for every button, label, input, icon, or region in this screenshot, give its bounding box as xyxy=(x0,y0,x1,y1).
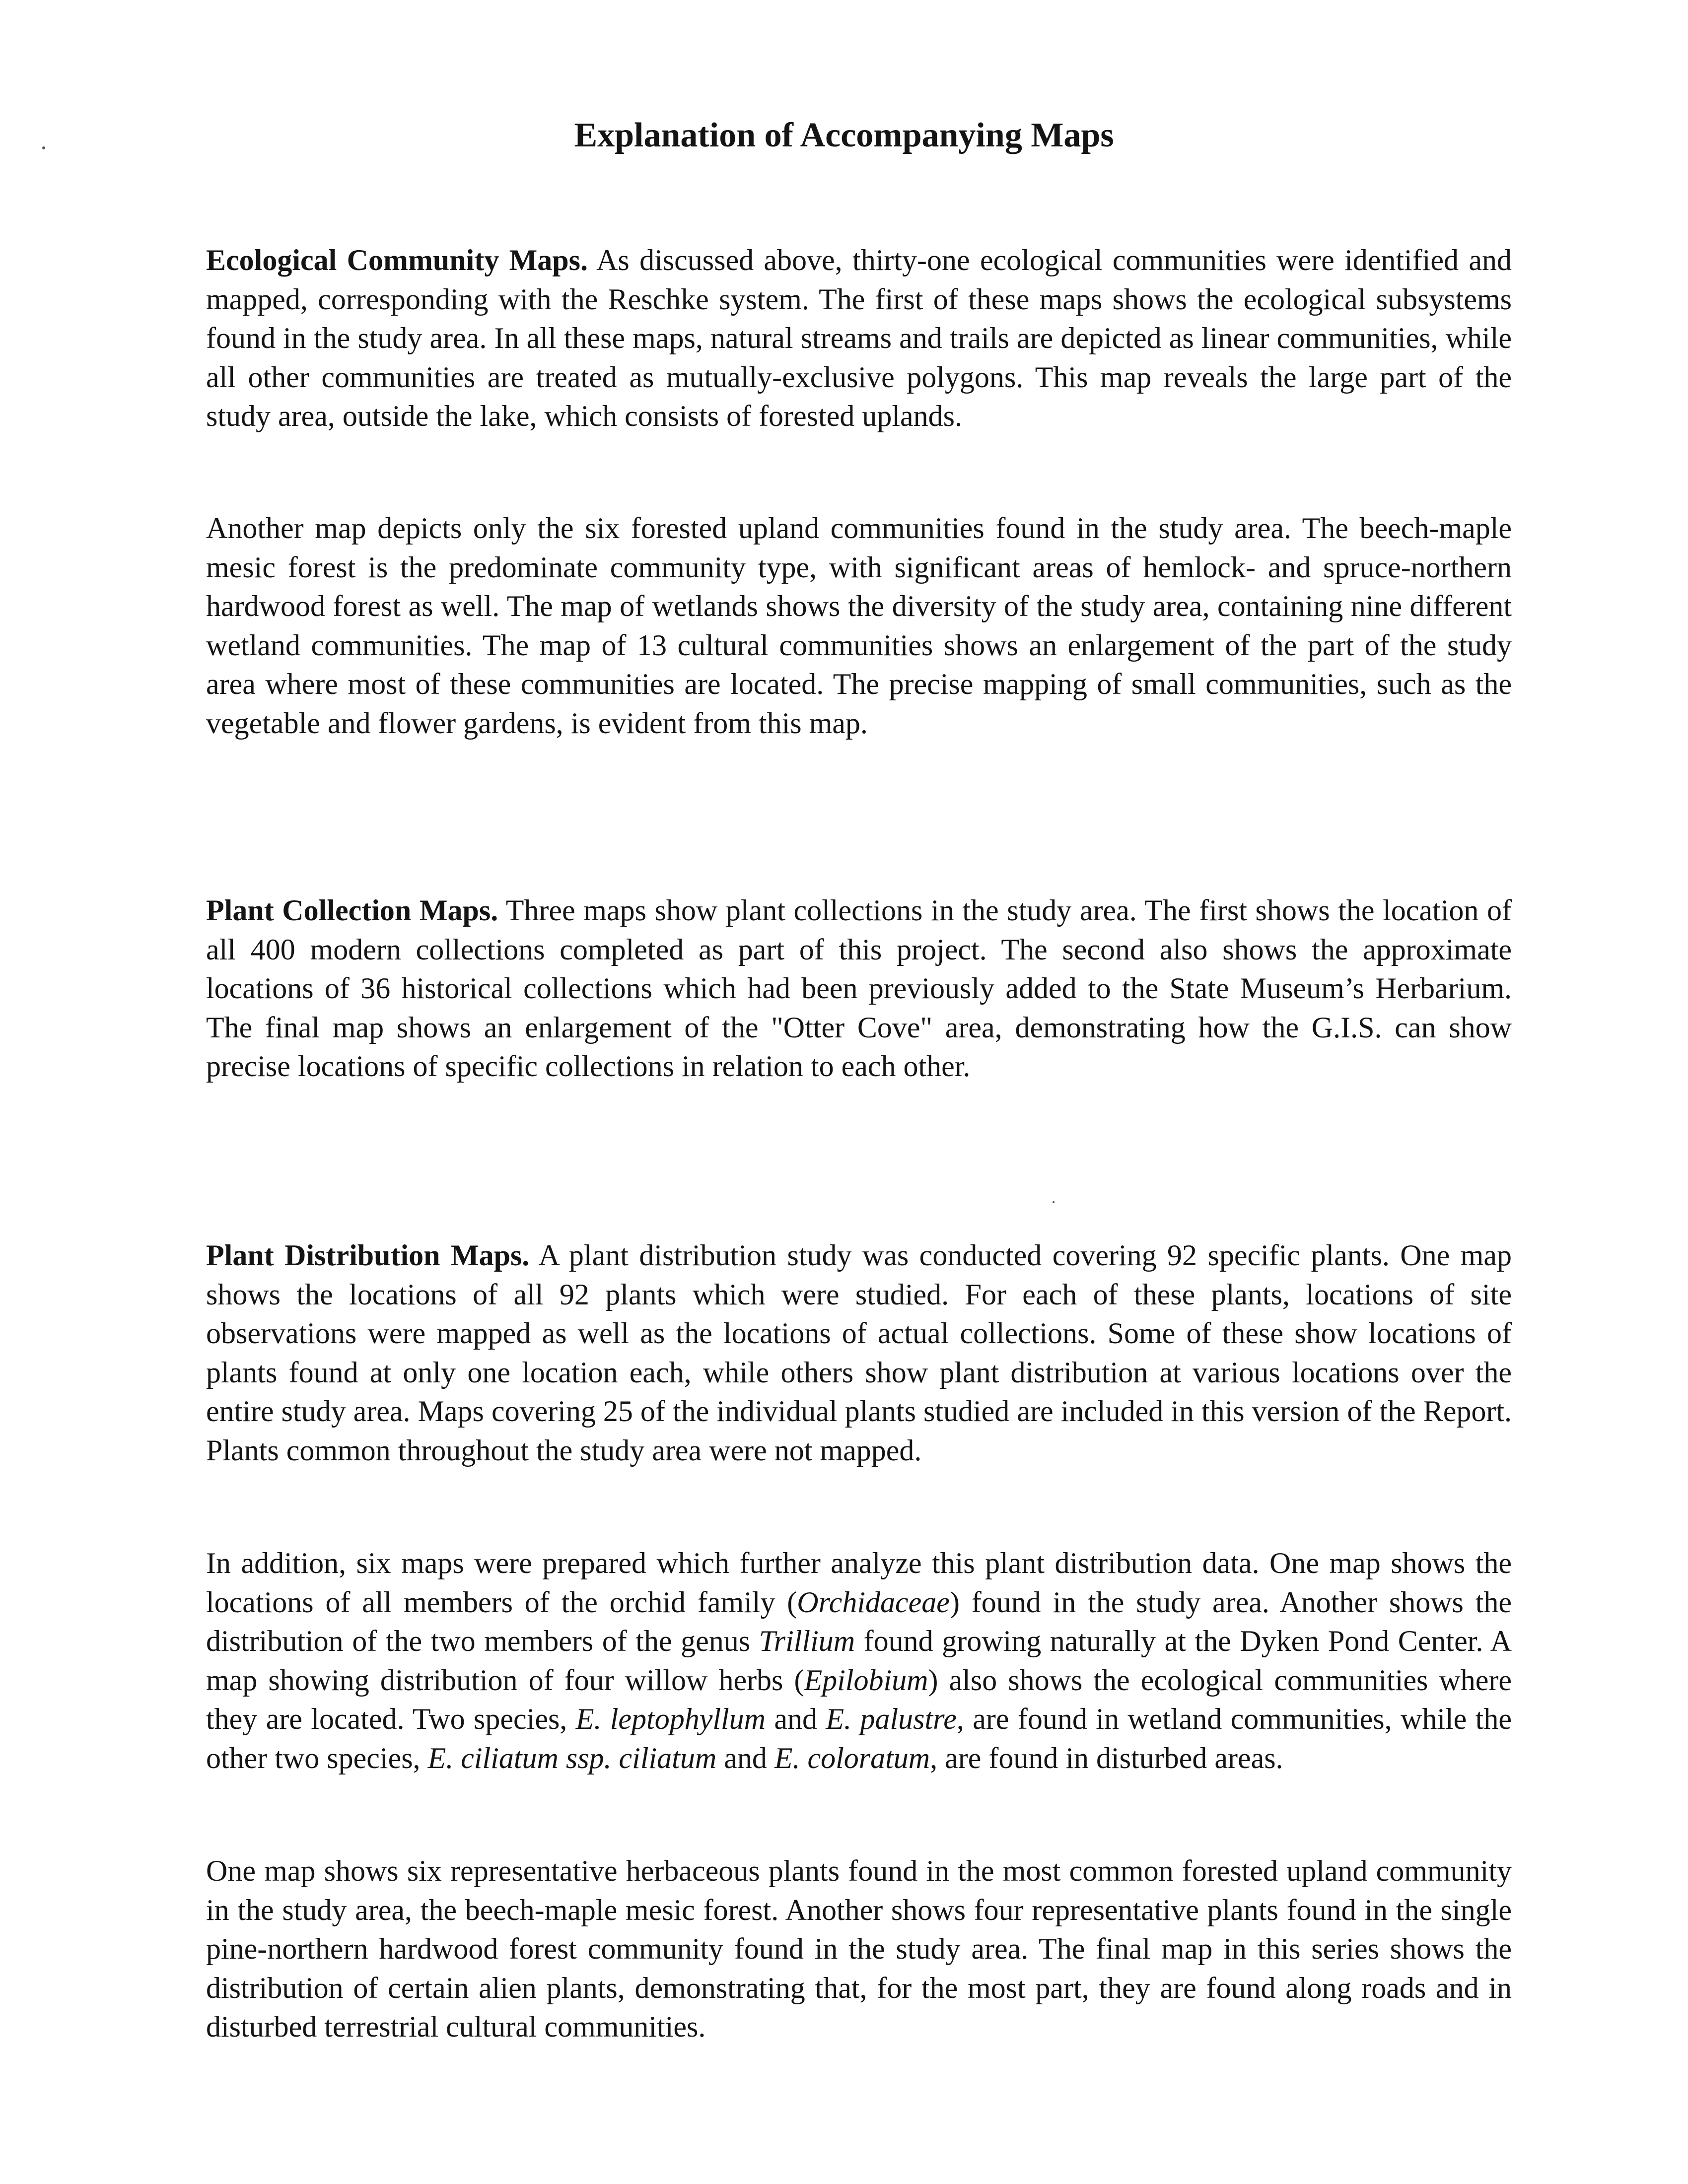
text-run: ) also shows the ecological communities where they are located. Two species, xyxy=(206,1663,1512,1735)
page-title: Explanation of Accompanying Maps xyxy=(574,116,1114,154)
text-run: found growing naturally at the Dyken Pond Center. A map showing distribution of four willow herbs ( xyxy=(206,1625,1512,1697)
section-heading: Ecological Community Maps. xyxy=(206,244,588,276)
section-heading: Plant Distribution Maps. xyxy=(206,1239,530,1272)
taxon-name: E. ciliatum ssp. ciliatum xyxy=(427,1741,717,1774)
section-ecological-community-maps xyxy=(206,241,1512,436)
section-plant-collection-maps xyxy=(206,891,1512,1086)
section-text: As discussed above, thirty-one ecological communities were identified and mapped, corresponding with the Reschke system. The first of these maps shows the ecological subsystems found in the study area. In all these maps, natural streams and trails are depicted as linear communities, while all other communities are treated as mutually-exclusive polygons. This map reveals the large part of the study area, outside the lake, which consists of forested uplands. xyxy=(206,244,1512,432)
text-run: , are found in disturbed areas. xyxy=(930,1741,1283,1774)
section-text: Three maps show plant collections in the study area. The first shows the location of all 400 modern collections completed as part of this project. The second also shows the approximate locations of 36 historical collections which had been previously added to the State Museum’s Herbarium. The final map shows an enlargement of the "Otter Cove" area, demonstrating how the G.I.S. can show precise locations of specific collections in relation to each other. xyxy=(206,894,1512,1083)
section-forested-upland-paragraph xyxy=(206,509,1512,743)
section-heading: Plant Collection Maps. xyxy=(206,894,498,927)
section-representative-plants-paragraph xyxy=(206,1851,1512,2047)
scan-speck xyxy=(42,146,45,149)
section-text: A plant distribution study was conducted covering 92 specific plants. One map shows the locations of all 92 plants which were studied. For each of these plants, locations of site observations were mapped as well as the locations of actual collections. Some of these show locations of plants found at only one location each, while others show plant distribution at various locations over the entire study area. Maps covering 25 of the individual plants studied are included in this version of the Report. Plants common throughout the study area were not mapped. xyxy=(206,1239,1512,1467)
section-plant-distribution-maps xyxy=(206,1236,1512,1470)
scan-speck xyxy=(1053,1201,1055,1203)
section-additional-analysis-maps xyxy=(206,1544,1512,1777)
taxon-name: E. coloratum xyxy=(774,1741,930,1774)
taxon-name: Orchidaceae xyxy=(797,1585,950,1619)
text-run: and xyxy=(766,1703,826,1735)
taxon-name: Epilobium xyxy=(804,1663,928,1697)
text-run: ) found in the study area. Another shows the distribution of the two members of the genus xyxy=(206,1585,1512,1657)
taxon-name: Trillium xyxy=(759,1625,855,1657)
section-text: One map shows six representative herbaceous plants found in the most common forested upland community in the study area, the beech-maple mesic forest. Another shows four representative plants found in the single pine-northern hardwood forest community found in the study area. The final map in this series shows the distribution of certain alien plants, demonstrating that, for the most part, they are found along roads and in disturbed terrestrial cultural communities. xyxy=(206,1854,1512,2043)
taxon-name: E. leptophyllum xyxy=(575,1703,766,1735)
section-text: Another map depicts only the six forested upland communities found in the study area. The beech-maple mesic forest is the predominate community type, with significant areas of hemlock- and spruce-northern hardwood forest as well. The map of wetlands shows the diversity of the study area, containing nine different wetland communities. The map of 13 cultural communities shows an enlargement of the part of the study area where most of these communities are located. The precise mapping of small communities, such as the vegetable and flower gardens, is evident from this map. xyxy=(206,512,1512,740)
taxon-name: E. palustre xyxy=(826,1703,957,1735)
text-run: In addition, six maps were prepared which further analyze this plant distribution data. One map shows the locations of all members of the orchid family ( xyxy=(206,1547,1512,1619)
text-run: and xyxy=(716,1741,774,1774)
text-run: , are found in wetland communities, while the other two species, xyxy=(206,1703,1512,1774)
